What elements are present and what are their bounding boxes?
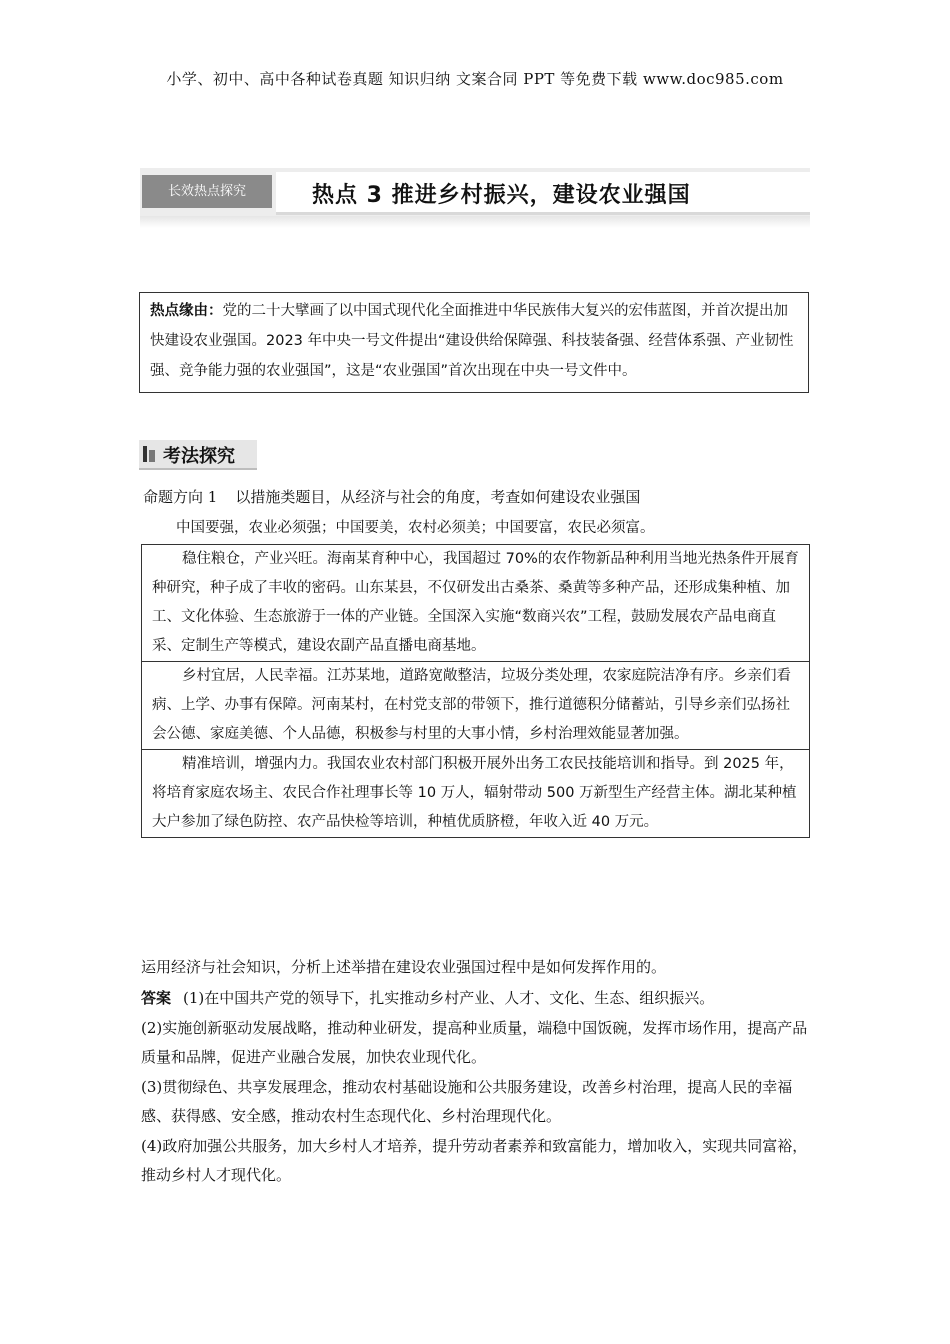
- answer-item: 答案 (1)在中国共产党的领导下，扎实推动乡村产业、人才、文化、生态、组织振兴。: [141, 989, 715, 1007]
- case-item: 精准培训，增强内力。我国农业农村部门积极开展外出务工农民技能培训和指导。到 2025 年，将培育家庭农场主、农民合作社理事长等 10 万人，辐射带动 500 万新型生产经营主体。湖北某种植大户参加了绿色防控、农产品快检等培训，种植优质脐橙，年收入近 40 万元。: [142, 749, 809, 837]
- page-title: 热点 3 推进乡村振兴，建设农业强国: [312, 183, 691, 208]
- answer-item: (3)贯彻绿色、共享发展理念，推动农村基础设施和公共服务建设，改善乡村治理，提高人民的幸福感、获得感、安全感，推动农村生态现代化、乡村治理现代化。: [141, 1077, 793, 1125]
- section-label: 考法探究: [163, 446, 235, 467]
- case-table: [141, 544, 810, 838]
- direction-number: 命题方向 1: [143, 488, 218, 506]
- title-box: [276, 172, 810, 215]
- intro-lead: 热点缘由：: [150, 303, 223, 319]
- section-bar-icon-secondary: [149, 450, 155, 462]
- answer-item: (2)实施创新驱动发展战略，推动种业研发，提高种业质量，端稳中国饭碗，发挥市场作用，提高产品质量和品牌，促进产业融合发展，加快农业现代化。: [141, 1018, 808, 1066]
- intro-box: [139, 292, 809, 393]
- page-header: 小学、初中、高中各种试卷真题 知识归纳 文案合同 PPT 等免费下载 www.doc985.com: [166, 70, 784, 88]
- answer-label: 答案: [141, 989, 172, 1007]
- section-tag: 长效热点探究: [142, 175, 272, 208]
- answer-item: (4)政府加强公共服务，加大乡村人才培养，提升劳动者素养和致富能力，增加收入，实现共同富裕，推动乡村人才现代化。: [141, 1136, 808, 1184]
- case-item: 乡村宜居，人民幸福。江苏某地，道路宽敞整洁，垃圾分类处理，农家庭院洁净有序。乡亲们看病、上学、办事有保障。河南某村，在村党支部的带领下，推行道德积分储蓄站，引导乡亲们弘扬社会公德、家庭美德、个人品德，积极参与村里的大事小情，乡村治理效能显著加强。: [142, 661, 809, 749]
- intro-text: 党的二十大擘画了以中国式现代化全面推进中华民族伟大复兴的宏伟蓝图，并首次提出加快建设农业强国。2023 年中央一号文件提出“建设供给保障强、科技装备强、经营体系强、产业韧性强、竞争能力强的农业强国”，这是“农业强国”首次出现在中央一号文件中。: [150, 303, 794, 379]
- answer-block: [141, 984, 821, 1191]
- title-shadow: [140, 216, 810, 228]
- section-badge: [139, 440, 257, 470]
- title-bar: [140, 168, 810, 216]
- slogan: 中国要强，农业必须强；中国要美，农村必须美；中国要富，农民必须富。: [176, 520, 655, 536]
- question-direction: [143, 486, 640, 507]
- section-bar-icon: [143, 446, 147, 462]
- question-text: 运用经济与社会知识，分析上述举措在建设农业强国过程中是如何发挥作用的。: [141, 958, 667, 976]
- direction-text: 以措施类题目，从经济与社会的角度，考查如何建设农业强国: [235, 488, 641, 506]
- case-item: 稳住粮仓，产业兴旺。海南某育种中心，我国超过 70%的农作物新品种利用当地光热条件开展育种研究，种子成了丰收的密码。山东某县，不仅研发出古桑茶、桑黄等多种产品，还形成集种植、加工、文化体验、生态旅游于一体的产业链。全国深入实施“数商兴农”工程，鼓励发展农产品电商直采、定制生产等模式，建设农副产品直播电商基地。: [152, 551, 799, 654]
